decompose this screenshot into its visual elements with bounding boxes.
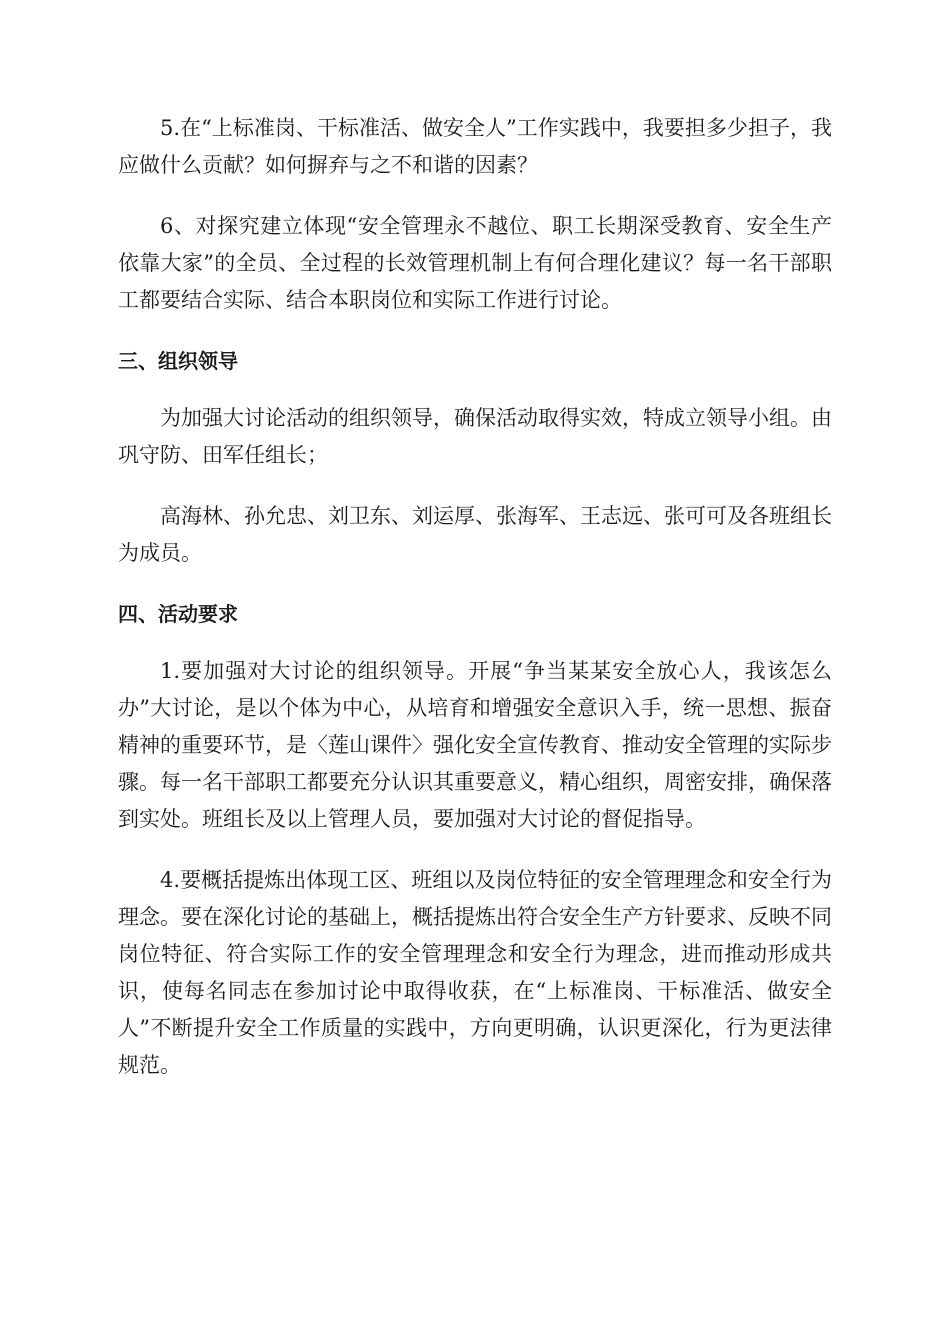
paragraph-requirement-1: 1.要加强对大讨论的组织领导。开展“争当某某安全放心人，我该怎么办”大讨论，是以个体为中心，从培育和增强安全意识入手，统一思想、振奋精神的重要环节，是〈莲山课件〉强化安全宣传教育、推动安全管理的实际步骤。每一名干部职工都要充分认识其重要意义，精心组织，周密安排，确保落到实处。班组长及以上管理人员，要加强对大讨论的督促指导。 <box>118 659 832 831</box>
section-heading-requirements: 四、活动要求 <box>118 602 238 626</box>
paragraph-item-6: 6、对探究建立体现“安全管理永不越位、职工长期深受教育、安全生产依靠大家”的全员、全过程的长效管理机制上有何合理化建议？每一名干部职工都要结合实际、结合本职岗位和实际工作进行讨论。 <box>118 214 832 312</box>
paragraph-item-5: 5.在“上标准岗、干标准活、做安全人”工作实践中，我要担多少担子，我应做什么贡献？如何摒弃与之不和谐的因素？ <box>118 116 832 177</box>
paragraph-organization-leaders: 为加强大讨论活动的组织领导，确保活动取得实效，特成立领导小组。由巩守防、田军任组长； <box>118 406 832 467</box>
paragraph-requirement-4: 4.要概括提炼出体现工区、班组以及岗位特征的安全管理理念和安全行为理念。要在深化讨论的基础上，概括提炼出符合安全生产方针要求、反映不同岗位特征、符合实际工作的安全管理理念和安全行为理念，进而推动形成共识，使每名同志在参加讨论中取得收获，在“上标准岗、干标准活、做安全人”不断提升安全工作质量的实践中，方向更明确，认识更深化，行为更法律规范。 <box>118 868 832 1077</box>
paragraph-organization-members: 高海林、孙允忠、刘卫东、刘运厚、张海军、王志远、张可可及各班组长为成员。 <box>118 504 832 565</box>
section-heading-organization: 三、组织领导 <box>118 349 238 373</box>
